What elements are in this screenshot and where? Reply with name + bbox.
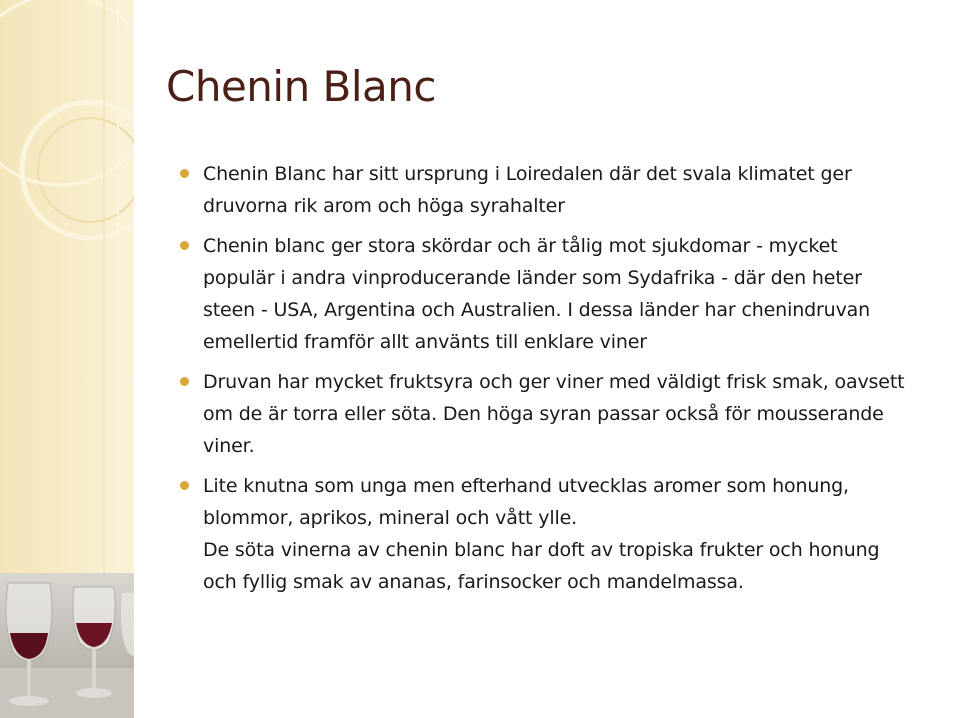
bullet-text: Chenin Blanc har sitt ursprung i Loiredalen där det svala klimatet ger druvorna rik arom och höga syrahalter [203, 163, 852, 217]
bullet-item-4 [180, 470, 910, 598]
bullet-text: Lite knutna som unga men efterhand utvecklas aromer som honung, blommor, aprikos, mineral och vått ylle. [203, 475, 849, 529]
bullet-dot-icon [180, 169, 189, 178]
slide-title: Chenin Blanc [166, 62, 436, 111]
bullet-dot-icon [180, 377, 189, 386]
bullet-item-3 [180, 366, 910, 462]
bullet-dot-icon [180, 241, 189, 250]
bullet-dot-icon [180, 481, 189, 490]
bullet-text-continuation: De söta vinerna av chenin blanc har doft av tropiska frukter och honung och fyllig smak av ananas, farinsocker och mandelmassa. [203, 539, 880, 593]
bullet-text: Druvan har mycket fruktsyra och ger viner med väldigt frisk smak, oavsett om de är torra eller söta. Den höga syran passar också för mousserande viner. [203, 371, 905, 457]
bullet-text: Chenin blanc ger stora skördar och är tålig mot sjukdomar - mycket populär i andra vinproducerande länder som Sydafrika - där den heter steen - USA, Argentina och Australien. I dessa länder har chenindruvan emellertid framför allt använts till enklare viner [203, 235, 871, 353]
circle-arcs-decoration [0, 0, 134, 573]
bullet-item-1 [180, 158, 910, 222]
bullet-item-2 [180, 230, 910, 358]
bullet-list [180, 158, 910, 606]
wine-glasses-photo [0, 573, 134, 718]
